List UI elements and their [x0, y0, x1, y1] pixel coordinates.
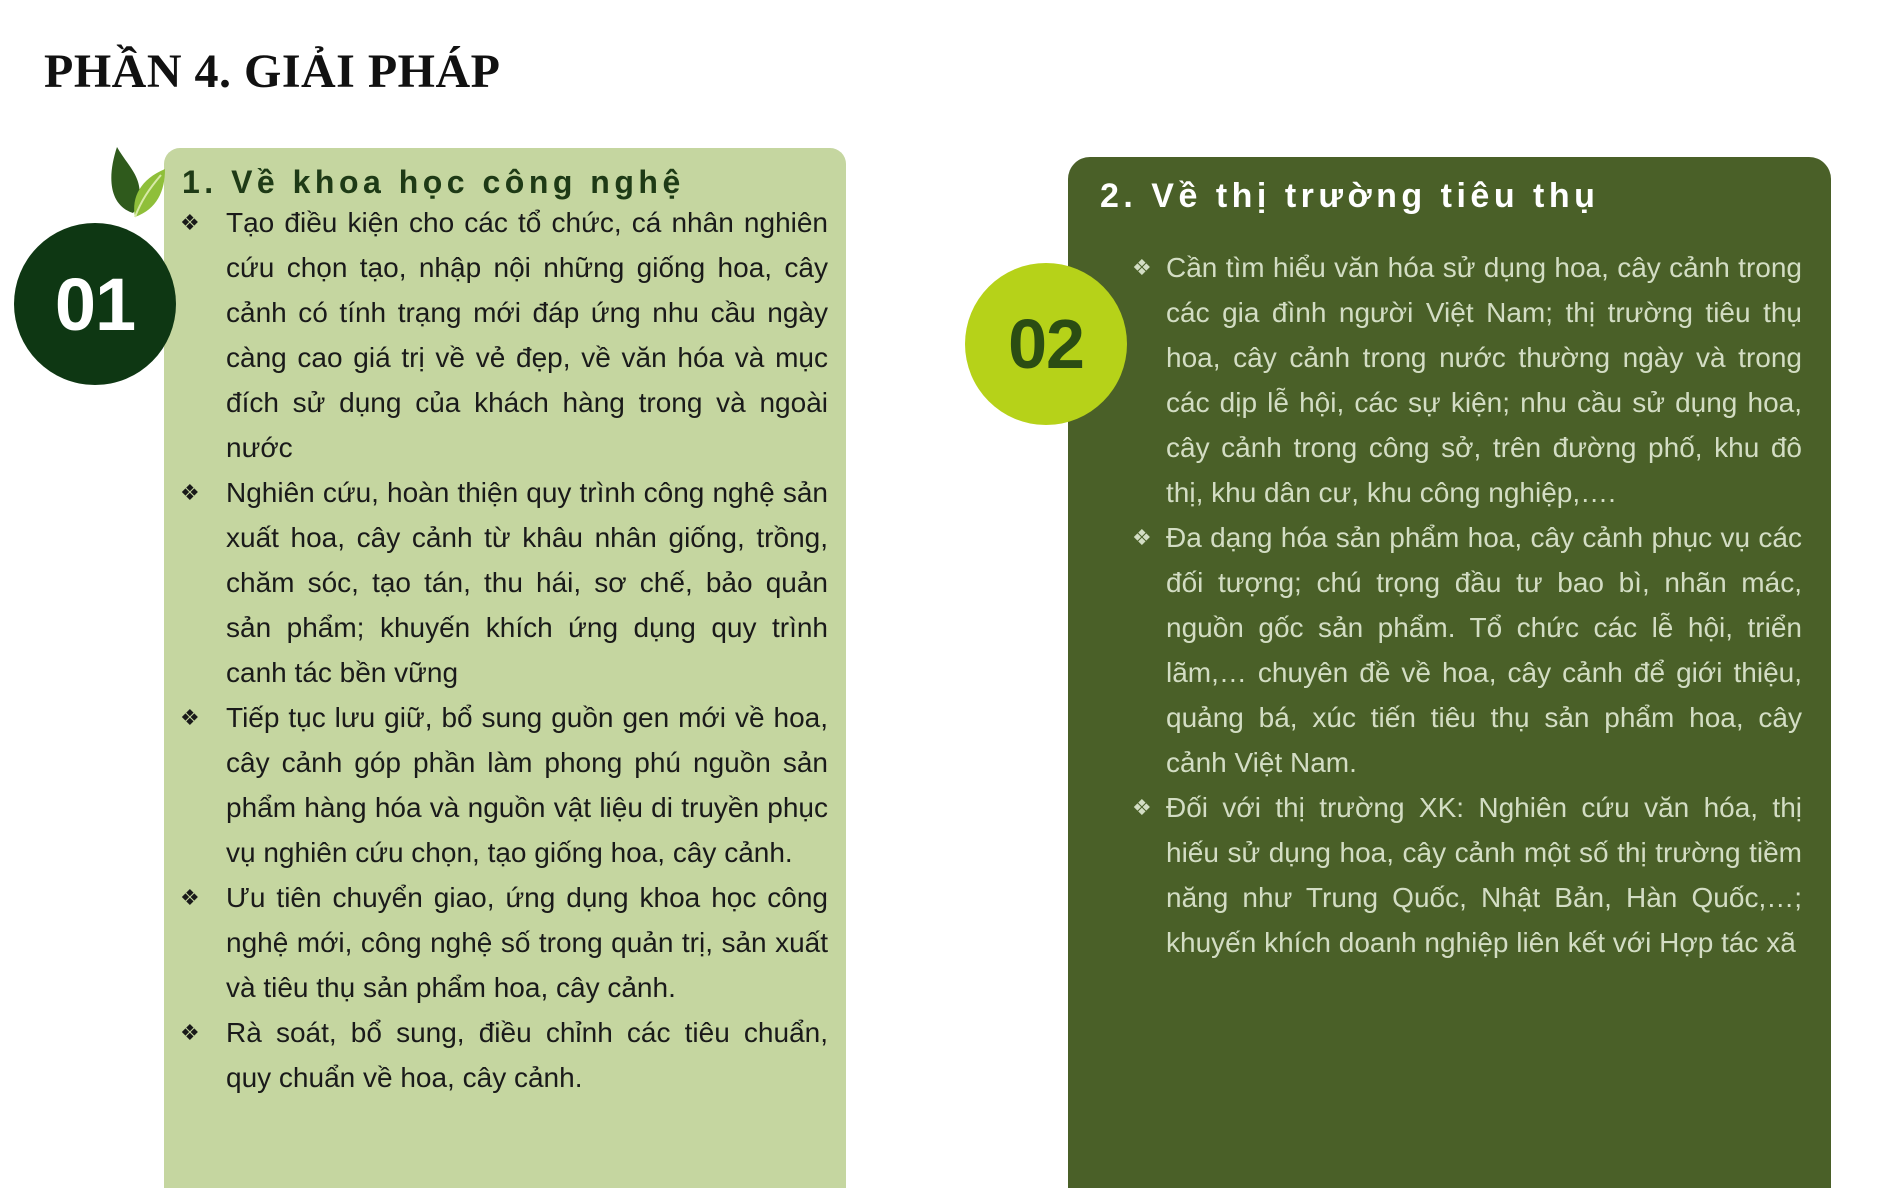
section-1-number-badge: 01 [14, 223, 176, 385]
list-item-text: Ưu tiên chuyển giao, ứng dụng khoa học công nghệ mới, công nghệ số trong quản trị, sản xuất và tiêu thụ sản phẩm hoa, cây cảnh. [226, 882, 828, 1003]
list-item [180, 695, 828, 875]
diamond-bullet-icon: ❖ [180, 705, 200, 730]
diamond-bullet-icon: ❖ [1132, 255, 1152, 280]
diamond-bullet-icon: ❖ [1132, 525, 1152, 550]
section-2-list [1132, 245, 1802, 965]
science-technology-card [164, 148, 846, 1188]
list-item [1132, 245, 1802, 515]
section-1-heading: 1. Về khoa học công nghệ [182, 164, 685, 200]
list-item [180, 470, 828, 695]
list-item-text: Tiếp tục lưu giữ, bổ sung guồn gen mới về hoa, cây cảnh góp phần làm phong phú nguồn sản phẩm hàng hóa và nguồn vật liệu di truyền phục vụ nghiên cứu chọn, tạo giống hoa, cây cảnh. [226, 702, 828, 868]
list-item [1132, 785, 1802, 965]
diamond-bullet-icon: ❖ [1132, 795, 1152, 820]
list-item-text: Tạo điều kiện cho các tổ chức, cá nhân nghiên cứu chọn tạo, nhập nội những giống hoa, cây cảnh có tính trạng mới đáp ứng nhu cầu ngày càng cao giá trị về vẻ đẹp, về văn hóa và mục đích sử dụng của khách hàng trong và ngoài nước [226, 207, 828, 463]
list-item-text: Rà soát, bổ sung, điều chỉnh các tiêu chuẩn, quy chuẩn về hoa, cây cảnh. [226, 1017, 828, 1093]
diamond-bullet-icon: ❖ [180, 1020, 200, 1045]
page-title: PHẦN 4. GIẢI PHÁP [44, 45, 501, 98]
leaf-icon [103, 143, 167, 221]
section-2-heading: 2. Về thị trường tiêu thụ [1100, 177, 1600, 215]
section-1-list [180, 200, 828, 1100]
diamond-bullet-icon: ❖ [180, 885, 200, 910]
list-item-text: Cần tìm hiểu văn hóa sử dụng hoa, cây cảnh trong các gia đình người Việt Nam; thị trường tiêu thụ hoa, cây cảnh trong nước thường ngày và trong các dịp lễ hội, các sự kiện; nhu cầu sử dụng hoa, cây cảnh trong công sở, trên đường phố, khu đô thị, khu dân cư, khu công nghiệp,…. [1166, 252, 1802, 508]
list-item [180, 200, 828, 470]
diamond-bullet-icon: ❖ [180, 210, 200, 235]
list-item [180, 875, 828, 1010]
section-2-number-badge: 02 [965, 263, 1127, 425]
list-item-text: Nghiên cứu, hoàn thiện quy trình công nghệ sản xuất hoa, cây cảnh từ khâu nhân giống, trồng, chăm sóc, tạo tán, thu hái, sơ chế, bảo quản sản phẩm; khuyến khích ứng dụng quy trình canh tác bền vững [226, 477, 828, 688]
diamond-bullet-icon: ❖ [180, 480, 200, 505]
list-item-text: Đa dạng hóa sản phẩm hoa, cây cảnh phục vụ các đối tượng; chú trọng đầu tư bao bì, nhãn mác, nguồn gốc sản phẩm. Tổ chức các lễ hội, triển lãm,… chuyên đề về hoa, cây cảnh để giới thiệu, quảng bá, xúc tiến tiêu thụ sản phẩm hoa, cây cảnh Việt Nam. [1166, 522, 1802, 778]
market-consumption-card [1068, 157, 1831, 1188]
list-item [180, 1010, 828, 1100]
list-item-text: Đối với thị trường XK: Nghiên cứu văn hóa, thị hiếu sử dụng hoa, cây cảnh một số thị trường tiềm năng như Trung Quốc, Nhật Bản, Hàn Quốc,…; khuyến khích doanh nghiệp liên kết với Hợp tác xã [1166, 792, 1802, 958]
list-item [1132, 515, 1802, 785]
